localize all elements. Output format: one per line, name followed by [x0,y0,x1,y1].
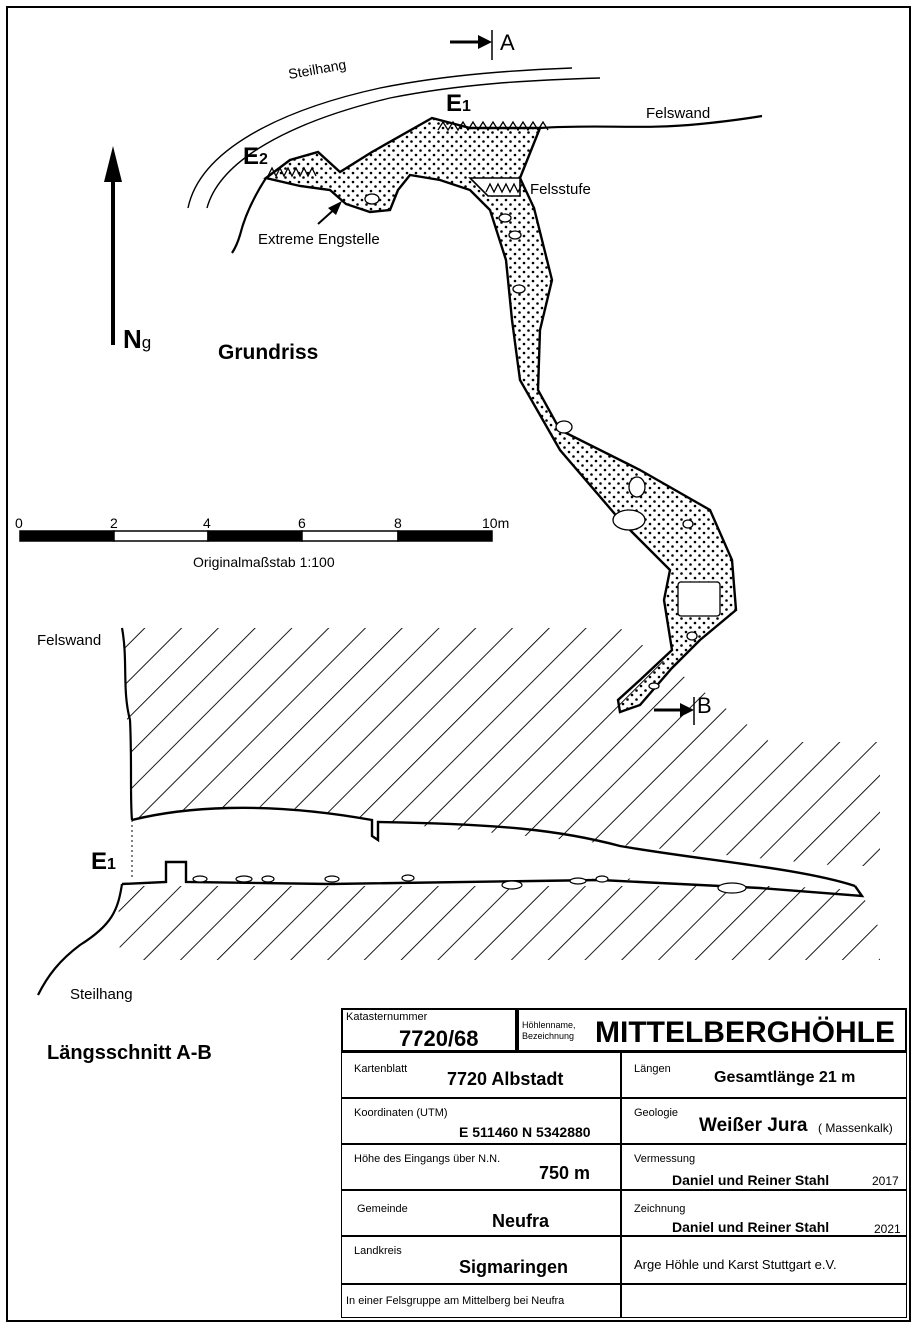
name-value: MITTELBERGHÖHLE [595,1016,895,1049]
scale-caption: Originalmaßstab 1:100 [193,554,335,570]
e1-text: E [446,90,463,117]
e2-text: E [243,143,260,170]
gemeinde-value: Neufra [492,1211,550,1231]
scale-tick-4: 4 [203,515,211,531]
section-marker-b: B [697,693,712,718]
zeichnung-caption: Zeichnung [634,1203,686,1215]
vermessung-year: 2017 [872,1174,899,1188]
scale-tick-0: 0 [15,515,23,531]
gemeinde-cell [341,1190,621,1236]
section-e1-label [91,850,116,874]
landkreis-cell [341,1236,621,1284]
vermessung-caption: Vermessung [634,1153,696,1165]
scale-tick-6: 6 [298,515,306,531]
section-e1-subscript: 1 [107,856,116,873]
felswand-label: Felswand [646,105,711,122]
kartenblatt-cell [341,1052,621,1098]
hoehe-cell [341,1144,621,1190]
scale-tick-8: 8 [394,515,402,531]
geologie-cell [621,1098,907,1144]
kataster-caption: Katasternummer [346,1011,428,1023]
scale-bar [20,531,492,541]
laengen-value: Gesamtlänge 21 m [714,1069,856,1086]
title-block [341,1008,907,1318]
vermessung-value: Daniel und Reiner Stahl [672,1172,830,1188]
lage-cell [341,1284,621,1318]
name-caption: Höhlenname, Bezeichnung [522,1020,576,1041]
steilhang-label: Steilhang [287,56,348,82]
kartenblatt-value: 7720 Albstadt [447,1069,564,1089]
felsstufe-label: Felsstufe [530,181,591,198]
name-cell [517,1008,907,1052]
lage-text: In einer Felsgruppe am Mittelberg bei Neufra [346,1295,565,1307]
section-felswand-label: Felswand [37,632,102,649]
hoehe-caption: Höhe des Eingangs über N.N. [354,1153,501,1165]
landkreis-caption: Landkreis [354,1245,402,1257]
zeichnung-value: Daniel und Reiner Stahl [672,1219,830,1235]
steilhang-section-line [38,884,122,995]
gemeinde-caption: Gemeinde [357,1203,408,1215]
scale-tick-2: 2 [110,515,118,531]
e2-label [243,145,268,169]
zeichnung-year: 2021 [874,1222,901,1236]
e2-subscript: 2 [259,151,268,168]
geologie-value: Weißer Jura [699,1115,808,1136]
kataster-cell [341,1008,517,1052]
zeichnung-cell [621,1190,907,1236]
kataster-value: 7720/68 [399,1026,479,1051]
section-e1-text: E [91,848,108,875]
north-label [123,326,151,352]
section-marker-a: A [500,30,515,55]
laengen-caption: Längen [634,1063,671,1075]
e1-label [446,92,471,116]
verein-cell [621,1236,907,1284]
vermessung-cell [621,1144,907,1190]
engstelle-label: Extreme Engstelle [258,231,380,248]
hoehe-value: 750 m [539,1163,591,1183]
koordinaten-value: E 511460 N 5342880 [459,1124,591,1140]
verein-text: Arge Höhle und Karst Stuttgart e.V. [634,1257,837,1272]
north-letter: N [123,324,142,354]
geologie-caption: Geologie [634,1107,679,1119]
koordinaten-cell [341,1098,621,1144]
e1-subscript: 1 [462,98,471,115]
scale-tick-10: 10m [482,515,510,531]
section-title: Längsschnitt A-B [47,1042,212,1064]
koordinaten-caption: Koordinaten (UTM) [354,1107,448,1119]
laengen-cell [621,1052,907,1098]
empty-cell [621,1284,907,1318]
kartenblatt-caption: Kartenblatt [354,1063,408,1075]
geologie-note: ( Massenkalk) [818,1121,893,1135]
landkreis-value: Sigmaringen [459,1257,569,1277]
plan-title: Grundriss [218,341,319,364]
north-subscript: g [141,333,152,352]
section-steilhang-label: Steilhang [70,986,133,1003]
